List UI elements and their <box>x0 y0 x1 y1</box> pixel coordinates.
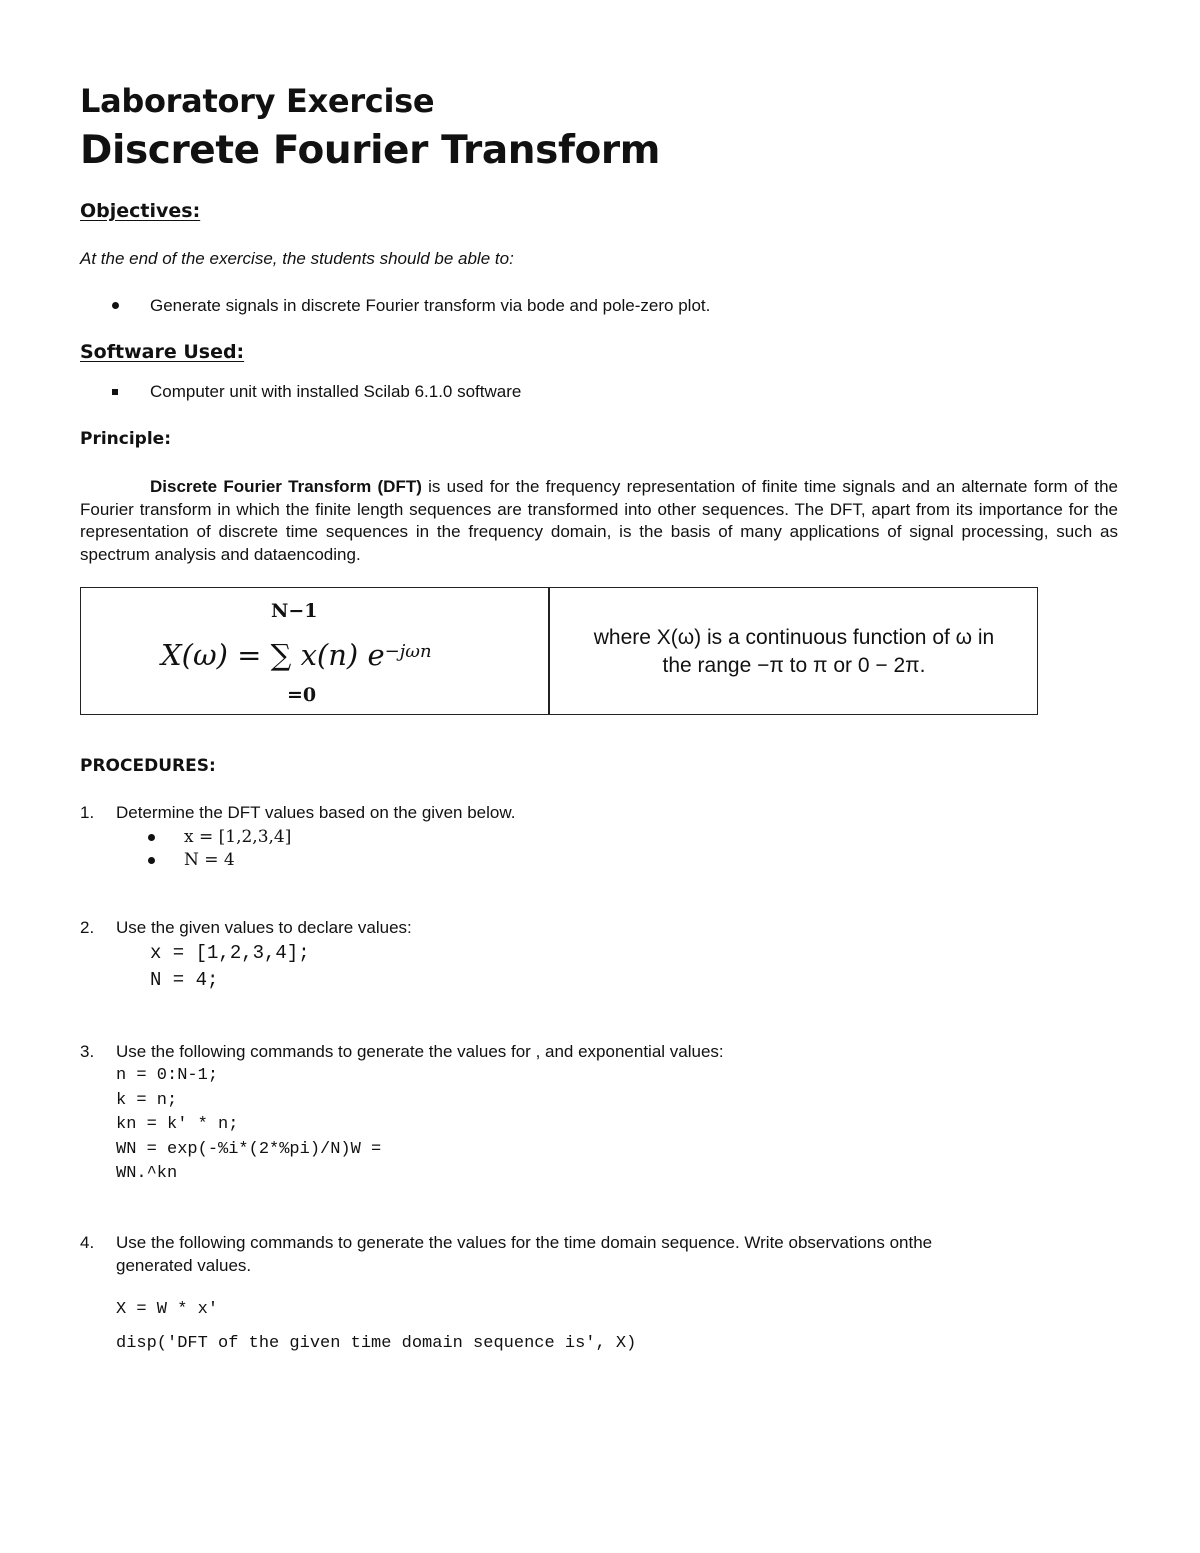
step-4-code-line: X = W * x' <box>116 1300 219 1319</box>
step-3-number: 3. <box>80 1042 95 1061</box>
software-heading: Software Used: <box>80 341 245 363</box>
title-line-1: Laboratory Exercise <box>80 82 435 120</box>
step-3-code-line: WN.^kn <box>116 1164 178 1183</box>
formula-description <box>551 624 1037 680</box>
bullet-icon <box>148 851 155 871</box>
sum-upper-limit: N−1 <box>271 600 318 622</box>
principle-paragraph <box>80 476 1118 566</box>
objectives-intro: At the end of the exercise, the students should be able to: <box>80 249 514 268</box>
step-2-code-line: x = [1,2,3,4]; <box>150 942 310 964</box>
step-3-code-line: n = 0:N-1; <box>116 1066 219 1085</box>
procedures-heading: PROCEDURES: <box>80 756 216 776</box>
objective-item-text: Generate signals in discrete Fourier transform via bode and pole-zero plot. <box>150 296 711 315</box>
step-3-code-line: kn = k' * n; <box>116 1115 239 1134</box>
square-bullet-icon <box>112 382 132 402</box>
step-1-number: 1. <box>80 803 95 822</box>
step-3-text: Use the following commands to generate the values for , and exponential values: <box>116 1042 724 1061</box>
formula-description-line-2: the range −π to π or 0 − 2π. <box>662 654 926 677</box>
formula-lhs: X(ω) = ∑ x(n) e <box>161 638 385 672</box>
step-3-code-line: k = n; <box>116 1090 178 1110</box>
principle-heading: Principle: <box>80 429 172 449</box>
objectives-heading: Objectives: <box>80 200 201 222</box>
step-3-code-line: WN = exp(-%i*(2*%pi)/N)W = <box>116 1139 382 1159</box>
step-2-number: 2. <box>80 918 95 937</box>
software-item-text: Computer unit with installed Scilab 6.1.0 software <box>150 382 522 401</box>
step-4-text-line-1: Use the following commands to generate the values for the time domain sequence. Write observations onthe <box>116 1233 933 1252</box>
bullet-icon <box>112 296 132 316</box>
step-1-bullet-text: N = 4 <box>184 850 235 870</box>
dft-formula <box>161 638 432 672</box>
step-2-text: Use the given values to declare values: <box>116 918 412 937</box>
sum-lower-limit: =0 <box>287 684 317 706</box>
formula-table <box>80 587 1038 715</box>
table-divider <box>548 588 550 714</box>
step-4-text-line-2: generated values. <box>116 1256 252 1275</box>
title-line-2: Discrete Fourier Transform <box>80 128 660 173</box>
bullet-icon <box>148 828 155 848</box>
principle-body: is used for the frequency representation of finite time signals and an alternate form of the Fourier transform in which the finite length sequences are transformed into other sequences. The DFT, apart from its importance for the representation of discrete time sequences in the frequency domain, is the basis of many applications of signal processing, such as spectrum analysis and dataencoding. <box>80 477 1118 564</box>
step-4-code-line: disp('DFT of the given time domain sequence is', X) <box>116 1334 637 1353</box>
principle-term: Discrete Fourier Transform (DFT) <box>150 477 422 496</box>
step-1-text: Determine the DFT values based on the given below. <box>116 803 516 822</box>
step-1-bullet-text: x = [1,2,3,4] <box>184 827 292 847</box>
formula-exponent: −jωn <box>384 641 432 662</box>
step-2-code-line: N = 4; <box>150 969 219 991</box>
step-4-number: 4. <box>80 1233 95 1252</box>
formula-description-line-1: where X(ω) is a continuous function of ω in <box>593 626 995 649</box>
